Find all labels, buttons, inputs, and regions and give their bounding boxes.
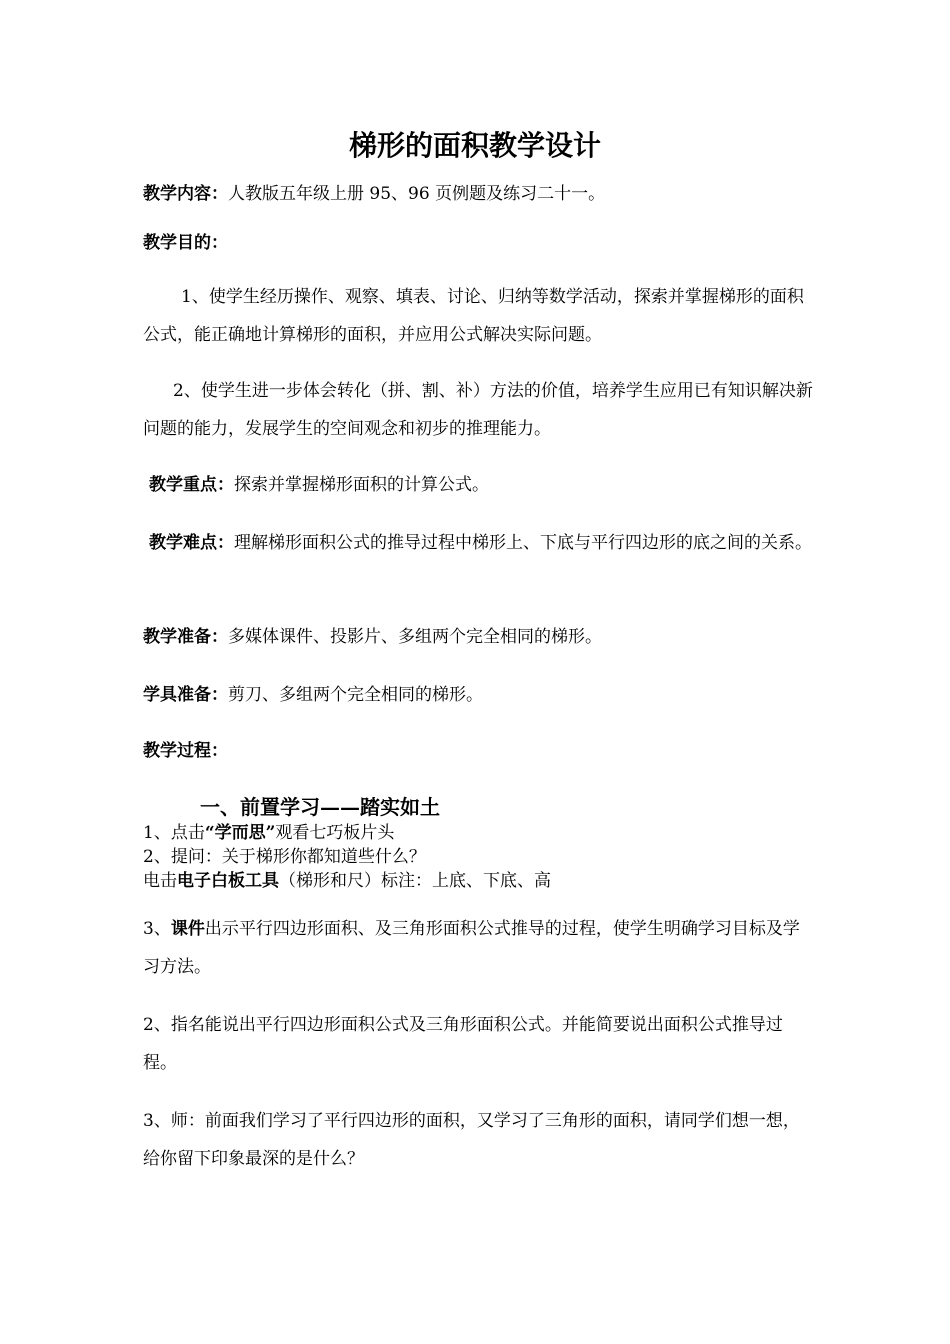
teaching-content-text: 人教版五年级上册 95、96 页例题及练习二十一。 <box>228 184 606 204</box>
objective-1: 1、使学生经历操作、观察、填表、讨论、归纳等数学活动，探索并掌握梯形的面积公式，能正确地计算梯形的面积，并应用公式解决实际问题。 <box>143 287 804 345</box>
student-prep-label: 学具准备： <box>143 685 228 705</box>
step-3 <box>143 910 813 986</box>
step-1-prefix: 1、点击 <box>143 823 205 843</box>
step-2: 2、提问：关于梯形你都知道些什么？ <box>143 847 426 867</box>
teacher-prep-text: 多媒体课件、投影片、多组两个完全相同的梯形。 <box>228 627 602 647</box>
difficulty <box>143 524 813 562</box>
process-label: 教学过程： <box>143 741 228 761</box>
key-point <box>149 466 819 504</box>
step-3-suffix: 出示平行四边形面积、及三角形面积公式推导的过程，使学生明确学习目标及学习方法。 <box>143 919 800 977</box>
teaching-content <box>143 175 813 213</box>
difficulty-label: 教学难点： <box>149 533 234 553</box>
section-heading-1: 一、前置学习——踏实如土 <box>200 795 440 819</box>
step-5: 3、师：前面我们学习了平行四边形的面积，又学习了三角形的面积，请同学们想一想，给你留下印象最深的是什么？ <box>143 1111 800 1169</box>
step-3-prefix: 3、 <box>143 919 171 939</box>
teacher-prep-label: 教学准备： <box>143 627 228 647</box>
step-2b <box>143 869 813 893</box>
key-point-text: 探索并掌握梯形面积的计算公式。 <box>234 475 489 495</box>
step-4: 2、指名能说出平行四边形面积公式及三角形面积公式。并能简要说出面积公式推导过程。 <box>143 1015 783 1073</box>
step-2b-prefix: 电击 <box>143 871 177 891</box>
difficulty-text: 理解梯形面积公式的推导过程中梯形上、下底与平行四边形的底之间的关系。 <box>234 533 812 553</box>
step-2b-bold: 电子白板工具 <box>177 871 279 891</box>
teaching-content-label: 教学内容： <box>143 184 228 204</box>
step-2b-suffix: （梯形和尺）标注：上底、下底、高 <box>279 871 551 891</box>
document-title: 梯形的面积教学设计 <box>348 129 601 162</box>
step-1-bold: “学而思” <box>204 823 276 843</box>
student-prep-text: 剪刀、多组两个完全相同的梯形。 <box>228 685 483 705</box>
objective-2: 2、使学生进一步体会转化（拼、割、补）方法的价值，培养学生应用已有知识解决新问题的能力，发展学生的空间观念和初步的推理能力。 <box>143 381 813 439</box>
step-3-bold: 课件 <box>170 919 205 939</box>
step-1 <box>143 821 813 845</box>
student-prep <box>143 676 813 714</box>
teacher-prep <box>143 618 813 656</box>
key-point-label: 教学重点： <box>149 475 234 495</box>
objectives-label: 教学目的： <box>143 233 228 253</box>
step-1-suffix: 观看七巧板片头 <box>275 823 395 843</box>
